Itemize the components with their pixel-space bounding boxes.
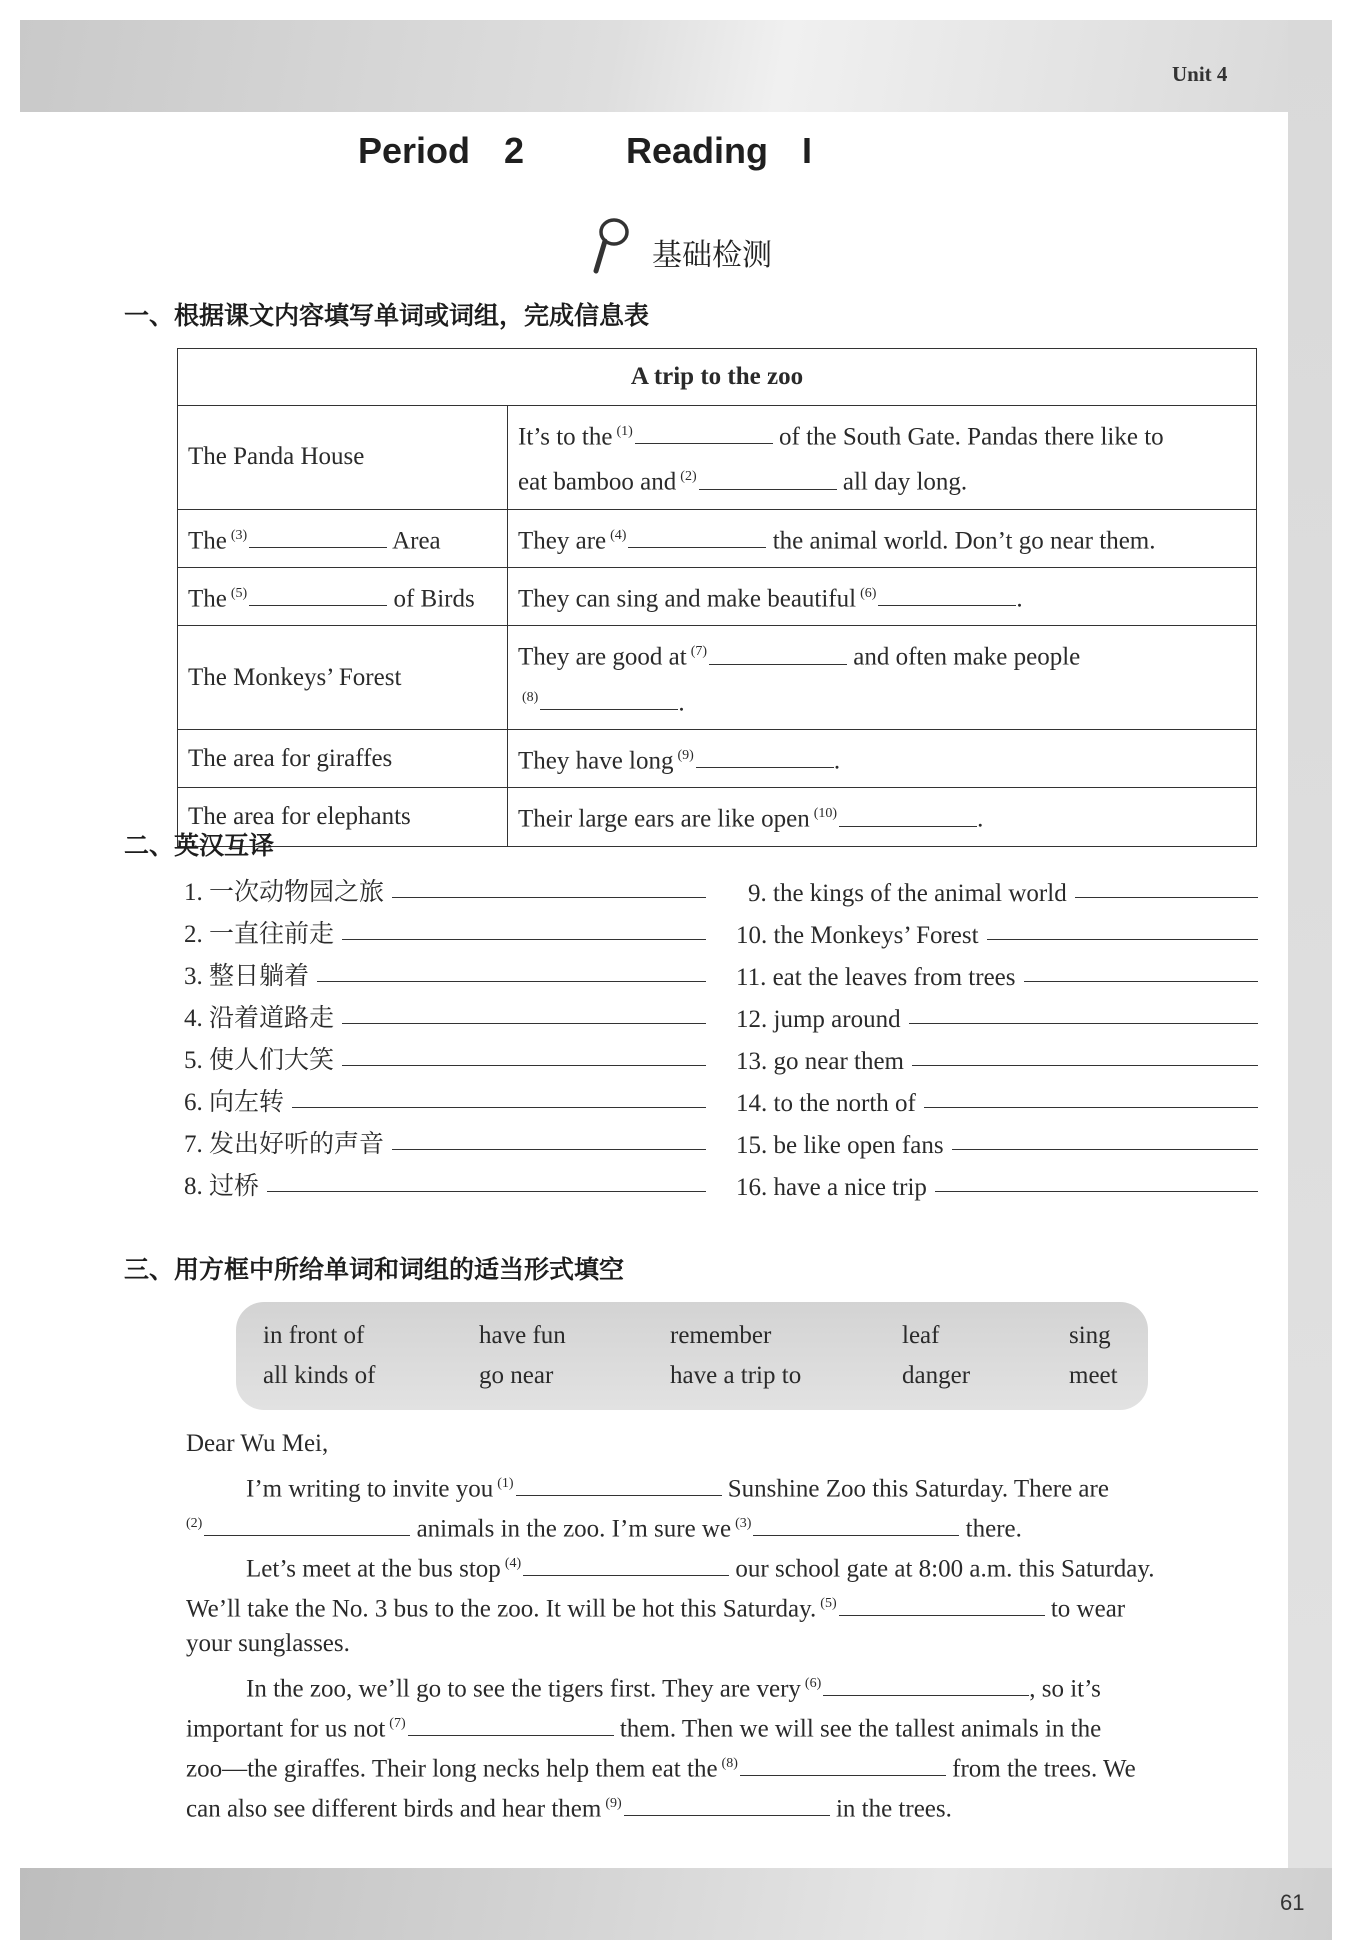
blank-number: (9) <box>605 1796 622 1811</box>
list-item: 11. eat the leaves from trees <box>736 950 1258 992</box>
table-row <box>178 788 1257 846</box>
place-cell: The $^{(3)}$ Area <box>178 509 508 567</box>
info-cell: They can sing and make beautiful $^{(6)}$ . <box>508 567 1257 625</box>
word-option: leaf <box>902 1322 940 1349</box>
info-cell: They are good at $^{(7)}$ and often make people $^{(8)}$ . <box>508 626 1257 730</box>
table-row <box>178 509 1257 567</box>
word-box <box>236 1302 1148 1410</box>
answer-blank[interactable] <box>753 1511 959 1536</box>
blank-number: (9) <box>677 747 694 763</box>
table-title: A trip to the zoo <box>178 349 1257 406</box>
blank-number: (10) <box>813 806 838 822</box>
answer-line[interactable] <box>267 1191 706 1192</box>
table-row <box>178 406 1257 510</box>
blank-number: (8) <box>721 1756 738 1771</box>
blank-number: (1) <box>616 424 633 439</box>
place-cell: The area for giraffes <box>178 729 508 787</box>
section-label: 基础检测 <box>652 238 772 273</box>
list-item: 7. 发出好听的声音 <box>184 1118 706 1160</box>
answer-blank[interactable] <box>624 1791 830 1816</box>
list-item: 15. be like open fans <box>736 1118 1258 1160</box>
word-option: all kinds of <box>263 1362 376 1389</box>
list-item: 12. jump around <box>736 992 1258 1034</box>
word-option: danger <box>902 1362 971 1389</box>
place-cell: The Panda House <box>178 406 508 510</box>
answer-blank[interactable] <box>839 1591 1045 1616</box>
place-cell: The area for elephants <box>178 788 508 846</box>
answer-line[interactable] <box>935 1191 1258 1192</box>
list-item: 16. have a nice trip <box>736 1160 1258 1202</box>
unit-label: Unit 4 <box>1172 62 1228 86</box>
answer-line[interactable] <box>342 939 706 940</box>
answer-blank[interactable] <box>696 743 834 768</box>
info-cell: It’s to the $^{(1)}$ of the South Gate. Pandas there like to eat bamboo and $^{(2)}$ all day long. <box>508 406 1257 510</box>
list-item: 1. 一次动物园之旅 <box>184 866 706 908</box>
list-item: 5. 使人们大笑 <box>184 1034 706 1076</box>
page-title: Period 2 Reading I <box>357 130 813 171</box>
word-option: have fun <box>479 1322 566 1349</box>
word-option: have a trip to <box>670 1362 802 1389</box>
info-cell: They have long $^{(9)}$ . <box>508 729 1257 787</box>
answer-line[interactable] <box>952 1149 1258 1150</box>
answer-blank[interactable] <box>516 1471 722 1496</box>
answer-line[interactable] <box>292 1107 706 1108</box>
place-cell: The Monkeys’ Forest <box>178 626 508 730</box>
answer-line[interactable] <box>392 1149 706 1150</box>
table-row <box>178 729 1257 787</box>
answer-line[interactable] <box>987 939 1258 940</box>
answer-blank[interactable] <box>878 581 1016 606</box>
answer-blank[interactable] <box>635 419 773 444</box>
blank-number: (5) <box>820 1596 837 1611</box>
list-item: 8. 过桥 <box>184 1160 706 1202</box>
part3-heading: 三、用方框中所给单词和词组的适当形式填空 <box>124 1255 625 1284</box>
right-margin-strip <box>1288 20 1332 1888</box>
blank-number: (7) <box>690 644 708 660</box>
blank-number: (5) <box>230 585 248 601</box>
answer-line[interactable] <box>924 1107 1258 1108</box>
blank-number: (4) <box>610 527 627 543</box>
blank-number: (3) <box>735 1516 752 1531</box>
bottom-band <box>20 1868 1332 1940</box>
answer-blank[interactable] <box>249 523 387 548</box>
word-option: meet <box>1069 1362 1118 1389</box>
word-option: remember <box>670 1322 772 1349</box>
answer-blank[interactable] <box>699 465 837 490</box>
answer-line[interactable] <box>317 981 706 982</box>
word-option: go near <box>479 1362 554 1389</box>
top-band <box>20 20 1332 112</box>
magnifier-icon <box>592 216 632 274</box>
answer-blank[interactable] <box>709 640 847 665</box>
list-item: 10. the Monkeys’ Forest <box>736 908 1258 950</box>
answer-line[interactable] <box>342 1065 706 1066</box>
part1-heading: 一、根据课文内容填写单词或词组，完成信息表 <box>124 301 650 330</box>
answer-blank[interactable] <box>204 1511 410 1536</box>
letter: Dear Wu Mei, I’m writing to invite you $^{(1)}$ Sunshine Zoo this Saturday. There are $^{(2)}$ animals in the zoo. I’m sure we $^{(3)}$ there. Let’s meet at the bus stop $^{(4)}$ our school gate at 8:00 a.m. this Saturday. We’ll take the No. 3 bus to the zoo. It will be hot this Saturday. $^{(5)}$ to wear your sunglasses. In the zoo, we’ll go to see the tigers first. They are very $^{(6)}$ , so it’s important for us not $^{(7)}$ them. Then we will see the tallest animals in the zoo—the giraffes. Their long necks help them eat the $^{(8)}$ from the trees. We can also see different birds and hear them $^{(9)}$ in the trees. <box>186 1424 1246 1824</box>
list-item: 3. 整日躺着 <box>184 950 706 992</box>
info-cell: Their large ears are like open $^{(10)}$ . <box>508 788 1257 846</box>
info-cell: They are $^{(4)}$ the animal world. Don’t go near them. <box>508 509 1257 567</box>
answer-blank[interactable] <box>408 1711 614 1736</box>
list-item: 2. 一直往前走 <box>184 908 706 950</box>
answer-blank[interactable] <box>523 1551 729 1576</box>
word-option: sing <box>1069 1322 1111 1349</box>
blank-number: (4) <box>504 1556 522 1571</box>
translation-list-left <box>184 866 706 1202</box>
table-row <box>178 626 1257 730</box>
word-option: in front of <box>263 1322 365 1349</box>
part2-heading: 二、英汉互译 <box>124 831 275 860</box>
answer-line[interactable] <box>909 1023 1258 1024</box>
answer-blank[interactable] <box>839 802 977 827</box>
answer-line[interactable] <box>912 1065 1258 1066</box>
blank-number: (1) <box>497 1476 514 1491</box>
letter-greeting: Dear Wu Mei, <box>186 1430 329 1457</box>
blank-number: (6) <box>804 1676 822 1691</box>
answer-blank[interactable] <box>249 581 387 606</box>
answer-line[interactable] <box>342 1023 706 1024</box>
answer-blank[interactable] <box>628 523 766 548</box>
table-row <box>178 567 1257 625</box>
translation-list-right <box>736 866 1258 1202</box>
list-item: 14. to the north of <box>736 1076 1258 1118</box>
list-item: 9. the kings of the animal world <box>736 866 1258 908</box>
blank-number: (8) <box>522 689 539 705</box>
page-number: 61 <box>1280 1890 1305 1915</box>
list-item: 13. go near them <box>736 1034 1258 1076</box>
answer-line[interactable] <box>1075 897 1258 898</box>
answer-line[interactable] <box>1024 981 1258 982</box>
list-item: 4. 沿着道路走 <box>184 992 706 1034</box>
place-cell: The $^{(5)}$ of Birds <box>178 567 508 625</box>
blank-number: (3) <box>230 527 248 543</box>
blank-number: (6) <box>860 585 877 601</box>
answer-blank[interactable] <box>540 685 678 710</box>
blank-number: (7) <box>389 1716 406 1731</box>
info-table <box>177 348 1257 847</box>
answer-blank[interactable] <box>740 1751 946 1776</box>
answer-line[interactable] <box>392 897 706 898</box>
blank-number: (2) <box>186 1516 203 1531</box>
list-item: 6. 向左转 <box>184 1076 706 1118</box>
blank-number: (2) <box>680 469 697 485</box>
answer-blank[interactable] <box>823 1671 1029 1696</box>
